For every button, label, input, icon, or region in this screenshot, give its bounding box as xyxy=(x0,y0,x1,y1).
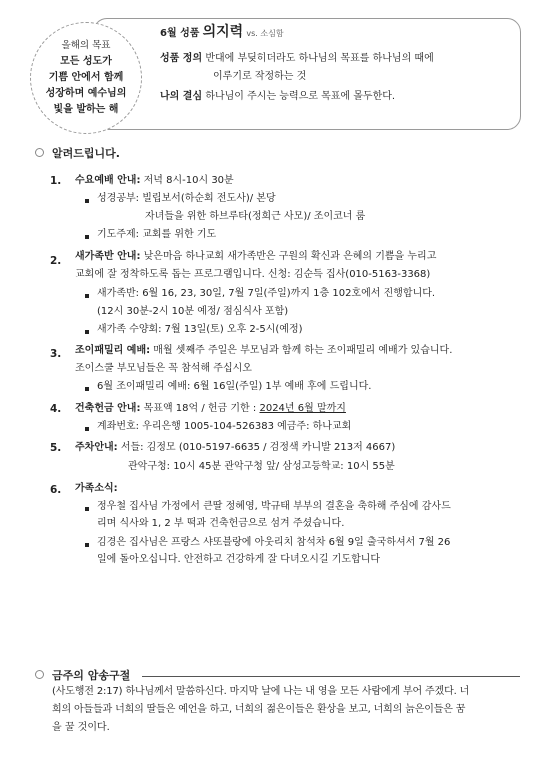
section-bullet-icon xyxy=(35,670,44,679)
sub-item-cont: 자녀들을 위한 하브루타(정희근 사모)/ 조이코너 룸 xyxy=(145,211,366,222)
deadline-text: 2024년 6월 말까지 xyxy=(259,403,346,414)
circle-line: 기쁨 안에서 함께 xyxy=(48,72,124,83)
resolution-row xyxy=(160,90,395,104)
sub-item: 기도주제: 교회를 위한 기도 xyxy=(97,229,217,240)
item-title: 새가족반 안내: xyxy=(75,251,141,262)
announcement-item-3 xyxy=(75,344,452,358)
definition-label: 성품 정의 xyxy=(160,53,203,64)
item-number: 5. xyxy=(50,442,62,454)
announcement-item-6 xyxy=(75,482,118,496)
resolution-label: 나의 결심 xyxy=(160,91,203,102)
item-title: 건축헌금 안내: xyxy=(75,403,141,414)
square-bullet-icon xyxy=(85,199,89,203)
sub-item: 정우철 집사님 가정에서 큰딸 정혜영, 박규태 부부의 결혼을 축하해 주심에 감사드 xyxy=(97,501,451,512)
resolution-text: 하나님이 주시는 능력으로 목표에 몰두한다. xyxy=(205,91,396,102)
square-bullet-icon xyxy=(85,427,89,431)
sub-item: 새가족반: 6월 16, 23, 30일, 7월 7일(주일)까지 1층 102호에서 진행합니다. xyxy=(97,288,436,299)
square-bullet-icon xyxy=(85,235,89,239)
definition-row xyxy=(160,52,434,66)
sub-item-cont: 리며 식사와 1, 2 부 떡과 건축헌금으로 섬겨 주셨습니다. xyxy=(97,518,345,529)
item-title: 수요예배 안내: xyxy=(75,175,141,186)
section-divider xyxy=(142,676,520,677)
item-text-2: 관악구청: 10시 45분 관악구청 앞/ 삼성고등학교: 10시 55분 xyxy=(128,461,395,472)
definition-text-2: 이루기로 작정하는 것 xyxy=(213,71,307,82)
item-text: 낮은마음 하나교회 새가족반은 구원의 확신과 은혜의 기쁨을 누리고 xyxy=(140,251,437,262)
square-bullet-icon xyxy=(85,294,89,298)
square-bullet-icon xyxy=(85,387,89,391)
sub-item: 계좌번호: 우리은행 1005-104-526383 예금주: 하나교회 xyxy=(97,421,352,432)
item-text-2: 조이스쿨 부모님들은 꼭 참석해 주십시오 xyxy=(75,363,252,374)
virtue-box xyxy=(93,18,521,130)
section-bullet-icon xyxy=(35,148,44,157)
announcement-item-2 xyxy=(75,250,436,264)
virtue-title-row xyxy=(160,25,284,41)
sub-item: 새가족 수양회: 7월 13일(토) 오후 2-5시(예정) xyxy=(97,324,303,335)
definition-text: 반대에 부딪히더라도 하나님의 목표를 하나님의 때에 xyxy=(205,53,434,64)
sub-item: 김경은 집사님은 프랑스 샤또블랑에 아웃리치 참석차 6월 9일 출국하셔서 7월 26 xyxy=(97,537,451,548)
square-bullet-icon xyxy=(85,507,89,511)
item-text: 서들: 김정모 (010-5197-6635 / 검정색 카니발 213저 4667) xyxy=(117,442,396,453)
item-title: 조이패밀리 예배: xyxy=(75,345,151,356)
sub-item: 성경공부: 빌립보서(하순회 전도사)/ 본당 xyxy=(97,193,276,204)
announcement-item-1 xyxy=(75,174,234,188)
item-number: 6. xyxy=(50,484,62,496)
virtue-name: 의지력 xyxy=(202,24,244,40)
item-text: 저녁 8시-10시 30분 xyxy=(140,175,234,186)
item-text: 목표액 18억 / 헌금 기한 : xyxy=(140,403,257,414)
circle-line: 빛을 발하는 해 xyxy=(53,104,119,115)
item-title: 가족소식: xyxy=(75,483,118,494)
item-text: 매월 셋째주 주일은 부모님과 함께 하는 조이패밀리 예배가 있습니다. xyxy=(150,345,453,356)
circle-line: 성장하며 예수님의 xyxy=(45,88,127,99)
circle-line: 올해의 목표 xyxy=(61,40,111,51)
sub-item: 6월 조이패밀리 예배: 6월 16일(주일) 1부 예배 후에 드립니다. xyxy=(97,381,372,392)
item-number: 2. xyxy=(50,255,62,267)
memory-verse-text: 희의 아들들과 너희의 딸들은 예언을 하고, 너희의 젊은이들은 환상을 보고, 너희의 늙은이들은 꿈 xyxy=(52,704,466,715)
memory-verse-text: 을 꿀 것이다. xyxy=(52,722,110,733)
item-title: 주차안내: xyxy=(75,442,118,453)
square-bullet-icon xyxy=(85,543,89,547)
item-text-2: 교회에 잘 정착하도록 돕는 프로그램입니다. 신청: 김순득 집사(010-5163-3368) xyxy=(75,269,431,280)
item-number: 1. xyxy=(50,175,62,187)
yearly-goal-circle xyxy=(30,22,142,134)
vs-label: vs. 소심함 xyxy=(246,29,284,38)
square-bullet-icon xyxy=(85,330,89,334)
item-number: 4. xyxy=(50,403,62,415)
circle-line: 모든 성도가 xyxy=(60,56,112,67)
announcements-title: 알려드립니다. xyxy=(52,147,120,160)
item-number: 3. xyxy=(50,348,62,360)
announcement-item-4 xyxy=(75,402,346,416)
announcement-item-5 xyxy=(75,441,395,455)
month-label: 6월 성품 xyxy=(160,28,200,39)
memory-verse-title: 금주의 암송구절 xyxy=(52,669,131,682)
sub-item-cont: (12시 30분-2시 10분 예정/ 점심식사 포함) xyxy=(97,306,289,317)
memory-verse-text: (사도행전 2:17) 하나님께서 말씀하신다. 마지막 날에 나는 내 영을 모든 사람에게 부어 주겠다. 너 xyxy=(52,686,470,697)
sub-item-cont: 일에 돌아오십니다. 안전하고 건강하게 잘 다녀오시길 기도합니다 xyxy=(97,554,381,565)
